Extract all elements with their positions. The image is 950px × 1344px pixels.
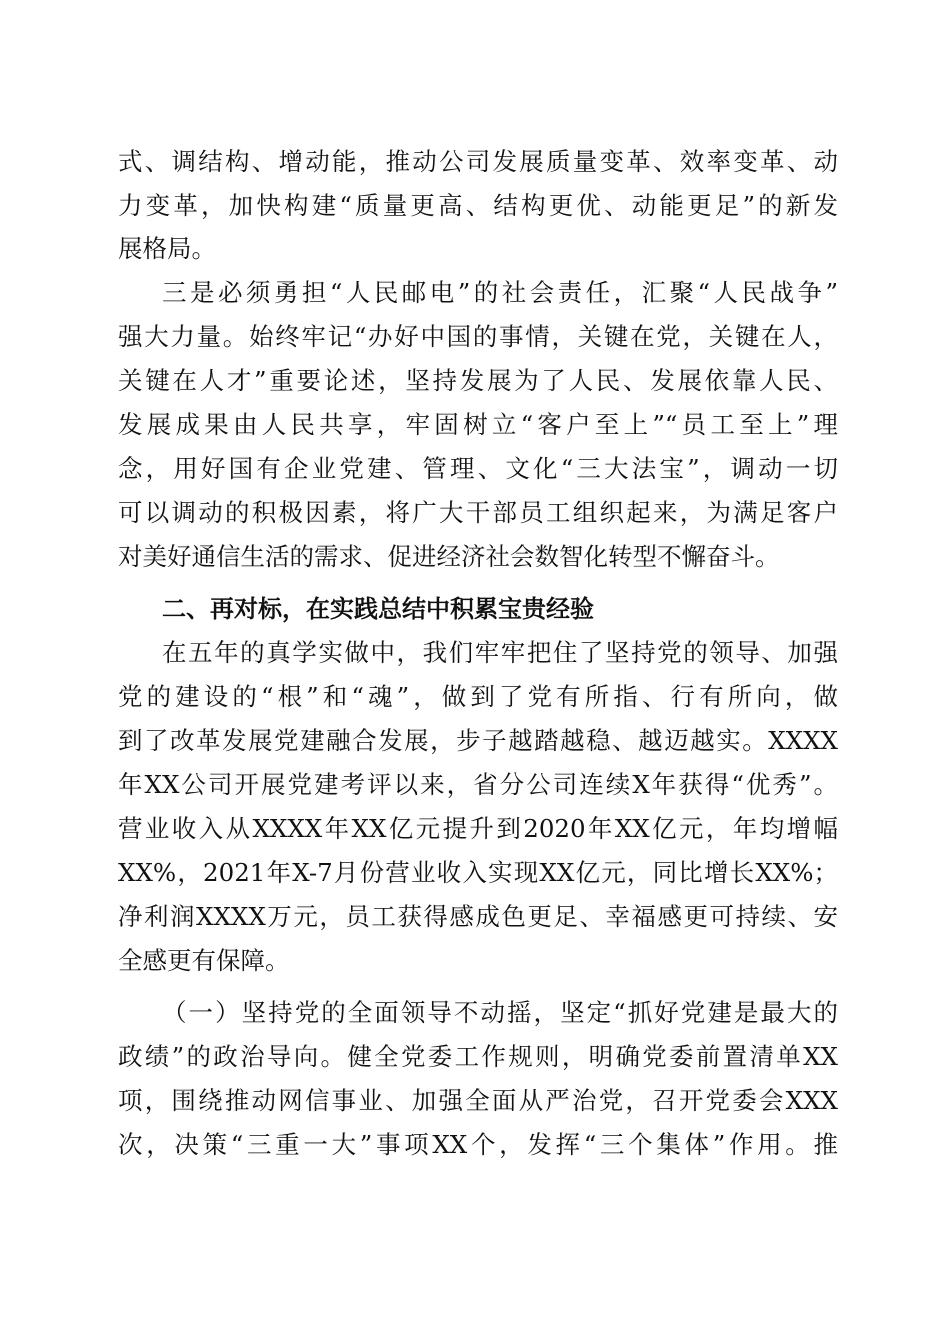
text-line: 发展成果由人民共享，牢固树立“客户至上”“员工至上”理 xyxy=(118,410,838,439)
text-line: 项，围绕推动网信事业、加强全面从严治党，召开党委会XXX xyxy=(118,1086,838,1115)
text-line: 展格局。 xyxy=(118,234,216,263)
text-line: 年XX公司开展党建考评以来，省分公司连续X年获得“优秀”。 xyxy=(118,770,838,799)
text-line: 可以调动的积极因素，将广大干部员工组织起来，为满足客户 xyxy=(118,498,838,527)
text-line: 次，决策“三重一大”事项XX个，发挥“三个集体”作用。推 xyxy=(118,1130,838,1159)
text-line: 到了改革发展党建融合发展，步子越踏越稳、越迈越实。XXXX xyxy=(118,726,838,755)
section-heading: 二、再对标，在实践总结中积累宝贵经验 xyxy=(162,595,594,623)
text-line: XX%，2021年X-7月份营业收入实现XX亿元，同比增长XX%； xyxy=(118,858,838,887)
text-line: 全感更有保障。 xyxy=(118,946,290,975)
text-line: 政绩”的政治导向。健全党委工作规则，明确党委前置清单XX xyxy=(118,1042,838,1071)
text-line: 对美好通信生活的需求、促进经济社会数智化转型不懈奋斗。 xyxy=(118,542,780,571)
text-line: 力变革，加快构建“质量更高、结构更优、动能更足”的新发 xyxy=(118,191,838,220)
text-line: 党的建设的“根”和“魂”，做到了党有所指、行有所向，做 xyxy=(118,682,838,711)
text-line: 净利润XXXX万元，员工获得感成色更足、幸福感更可持续、安 xyxy=(118,902,838,931)
text-line: 关键在人才”重要论述，坚持发展为了人民、发展依靠人民、 xyxy=(118,366,838,395)
text-line: 三是必须勇担“人民邮电”的社会责任，汇聚“人民战争” xyxy=(162,278,838,307)
text-line: 念，用好国有企业党建、管理、文化“三大法宝”，调动一切 xyxy=(118,454,838,483)
text-line: 式、调结构、增动能，推动公司发展质量变革、效率变革、动 xyxy=(118,147,838,176)
text-line: 营业收入从XXXX年XX亿元提升到2020年XX亿元，年均增幅 xyxy=(118,814,838,843)
text-line: 强大力量。始终牢记“办好中国的事情，关键在党，关键在人， xyxy=(118,322,838,351)
text-line: 在五年的真学实做中，我们牢牢把住了坚持党的领导、加强 xyxy=(162,638,838,667)
text-line: （一）坚持党的全面领导不动摇，坚定“抓好党建是最大的 xyxy=(162,998,838,1027)
